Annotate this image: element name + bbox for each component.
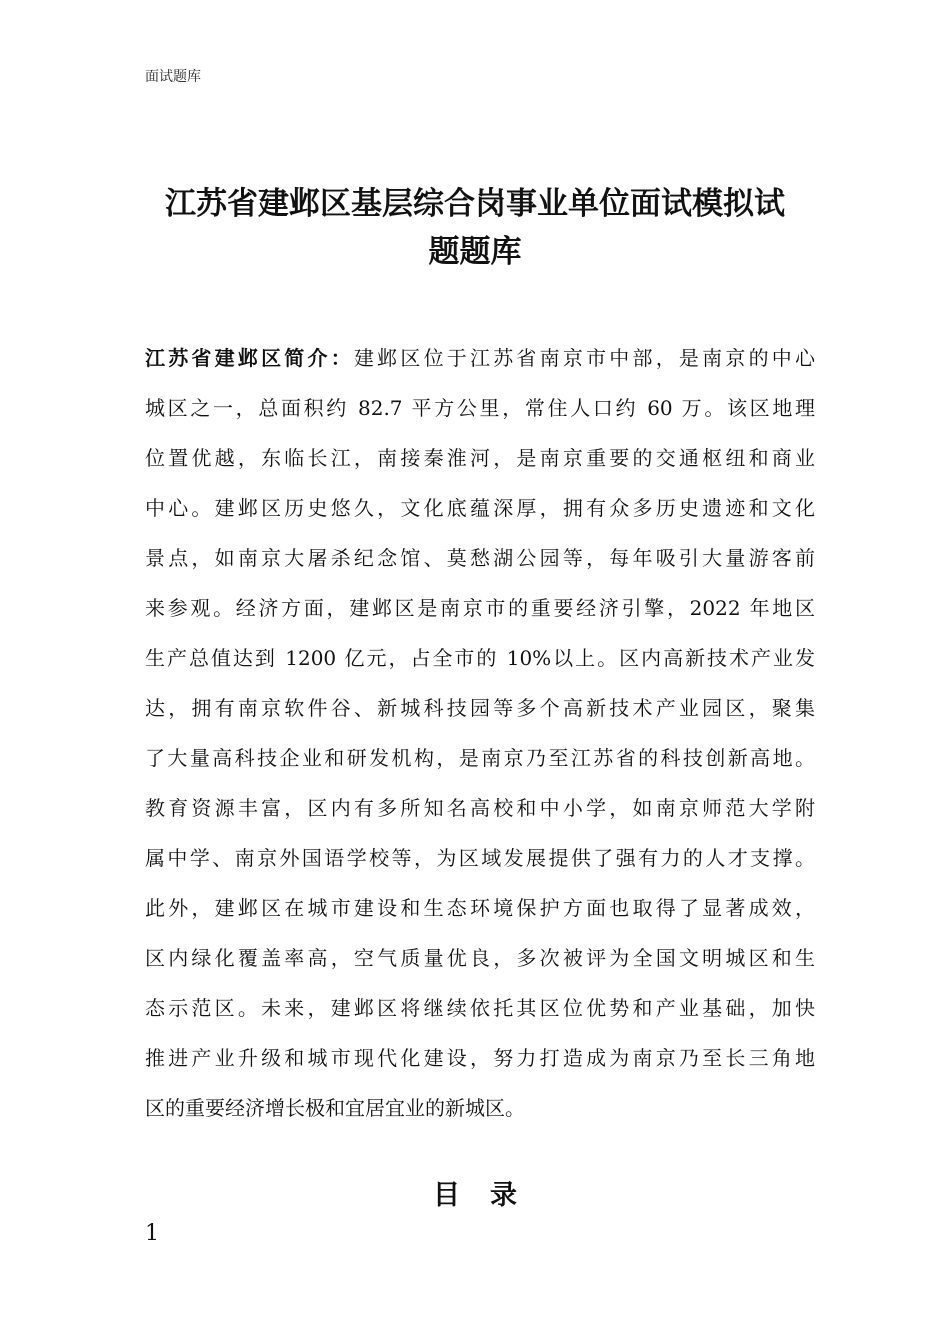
intro-line: 属中学、南京外国语学校等，为区域发展提供了强有力的人才支撑。 [145, 846, 815, 870]
intro-label: 江苏省建邺区简介： [145, 346, 354, 370]
title-line-2: 题题库 [428, 234, 522, 270]
page-number: 1 [145, 1221, 159, 1246]
intro-line: 了大量高科技企业和研发机构，是南京乃至江苏省的科技创新高地。 [145, 746, 815, 770]
intro-line: 位置优越，东临长江，南接秦淮河，是南京重要的交通枢纽和商业 [145, 446, 815, 470]
running-header: 面试题库 [145, 69, 201, 85]
intro-line-text: 建邺区位于江苏省南京市中部，是南京的中心 [353, 346, 816, 370]
intro-line [145, 333, 815, 383]
intro-line: 区内绿化覆盖率高，空气质量优良，多次被评为全国文明城区和生 [145, 946, 815, 970]
intro-line: 教育资源丰富，区内有多所知名高校和中小学，如南京师范大学附 [145, 796, 815, 820]
intro-line: 生产总值达到 1200 亿元，占全市的 10%以上。区内高新技术产业发 [145, 646, 815, 670]
intro-line: 景点，如南京大屠杀纪念馆、莫愁湖公园等，每年吸引大量游客前 [145, 546, 815, 570]
table-of-contents-heading: 目录 [433, 1180, 547, 1211]
title-line-1: 江苏省建邺区基层综合岗事业单位面试模拟试 [165, 186, 785, 222]
intro-line: 中心。建邺区历史悠久，文化底蕴深厚，拥有众多历史遗迹和文化 [145, 496, 815, 520]
intro-line: 态示范区。未来，建邺区将继续依托其区位优势和产业基础，加快 [145, 996, 815, 1020]
intro-line: 区的重要经济增长极和宜居宜业的新城区。 [145, 1096, 525, 1120]
intro-line: 城区之一，总面积约 82.7 平方公里，常住人口约 60 万。该区地理 [145, 396, 815, 420]
document-title [140, 180, 810, 276]
intro-paragraph [145, 333, 815, 1133]
intro-line: 此外，建邺区在城市建设和生态环境保护方面也取得了显著成效， [145, 896, 815, 920]
intro-line: 来参观。经济方面，建邺区是南京市的重要经济引擎，2022 年地区 [145, 596, 815, 620]
intro-line: 达，拥有南京软件谷、新城科技园等多个高新技术产业园区，聚集 [145, 696, 815, 720]
intro-line: 推进产业升级和城市现代化建设，努力打造成为南京乃至长三角地 [145, 1046, 815, 1070]
